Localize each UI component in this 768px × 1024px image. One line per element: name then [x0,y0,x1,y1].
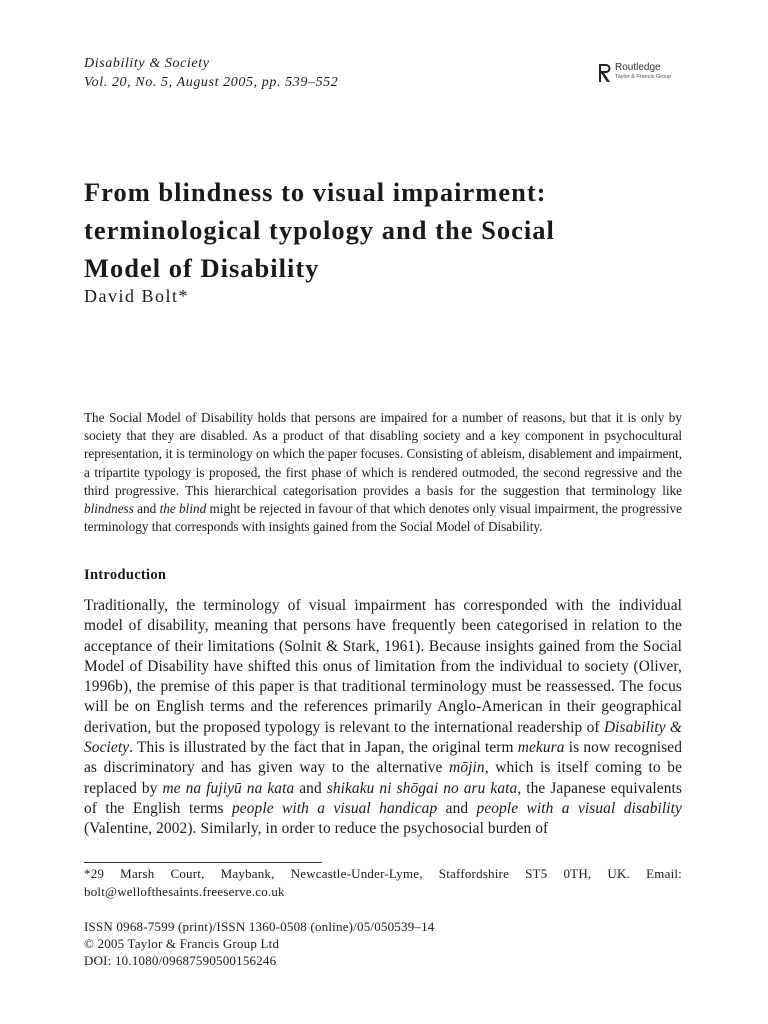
body-text: , the Japanese equivalents of the English terms [84,779,682,817]
english-term: people with a visual disability [476,799,682,817]
footnote-divider [84,862,322,863]
title-line: Model of Disability [84,253,320,283]
issn: ISSN 0968-7599 (print)/ISSN 1360-0508 (online)/05/050539–14 [84,919,435,934]
publisher-group: Taylor & Francis Group [615,74,672,80]
journal-reference: Disability & Society [84,718,683,757]
article-title [84,173,704,287]
publisher-logo [597,62,687,84]
doi: DOI: 10.1080/09687590500156246 [84,953,277,968]
copyright: © 2005 Taylor & Francis Group Ltd [84,936,280,951]
japanese-term: me na fujiyū na kata [162,779,295,797]
body-text: , which is itself coming to be replaced by [84,759,683,797]
article-author: David Bolt* [84,286,189,306]
japanese-term: shikaku ni shōgai no aru kata [326,779,518,797]
body-text: (Valentine, 2002). Similarly, in order to reduce the psychosocial burden of [84,820,549,838]
journal-citation: Vol. 20, No. 5, August 2005, pp. 539–552 [84,75,339,90]
author-footnote: *29 Marsh Court, Maybank, Newcastle-Under-Lyme, Staffordshire ST5 0TH, UK. Email: bolt@wellofthesaints.freeserve.co.uk [84,866,682,899]
abstract-text: might be rejected in favour of that which denotes only visual impairment, the progressive terminology that corresponds with insights gained from the Social Model of Disability. [84,501,682,535]
abstract-text: and [133,501,160,517]
title-line: terminological typology and the Social [84,215,555,245]
english-term: people with a visual handicap [232,799,438,817]
body-text: is now recognised as discriminatory and has given way to the alternative [84,739,683,777]
journal-name: Disability & Society [84,56,210,71]
body-text: and [294,779,327,797]
body-text: . This is illustrated by the fact that in Japan, the original term [129,739,518,757]
japanese-term: mōjin [449,759,485,777]
title-line: From blindness to visual impairment: [84,177,547,207]
publication-info [84,918,435,969]
journal-header [84,54,338,92]
section-heading: Introduction [84,567,167,583]
publisher-name: Routledge [615,62,661,73]
abstract-term: blindness [84,501,134,517]
body-text: Traditionally, the terminology of visual impairment has corresponded with the individual model of disability, meaning that persons have frequently been categorised in relation to the acceptance of their limitations (Solnit & Stark, 1961). Because insights gained from the Social Model of Disability have shifted this onus of limitation from the individual to society (Oliver, 1996b), the premise of this paper is that traditional terminology must be reassessed. The focus will be on English terms and the references primarily Anglo-American in their geographical derivation, but the proposed typology is relevant to the international readership of [84,597,682,736]
abstract [84,409,682,536]
routledge-logo-icon [597,62,613,84]
abstract-term: the blind [159,501,207,517]
japanese-term: mekura [517,739,565,757]
body-text: and [437,799,477,817]
introduction-paragraph [84,596,682,840]
abstract-text: The Social Model of Disability holds that persons are impaired for a number of reasons, but that it is only by society that they are disabled. As a product of that disabling society and a key component in psychocultural representation, it is terminology on which the paper focuses. Consisting of ableism, disablement and impairment, a tripartite typology is proposed, the first phase of which is rendered outmoded, the second regressive and the third progressive. This hierarchical categorisation provides a basis for the suggestion that terminology like [84,410,682,498]
